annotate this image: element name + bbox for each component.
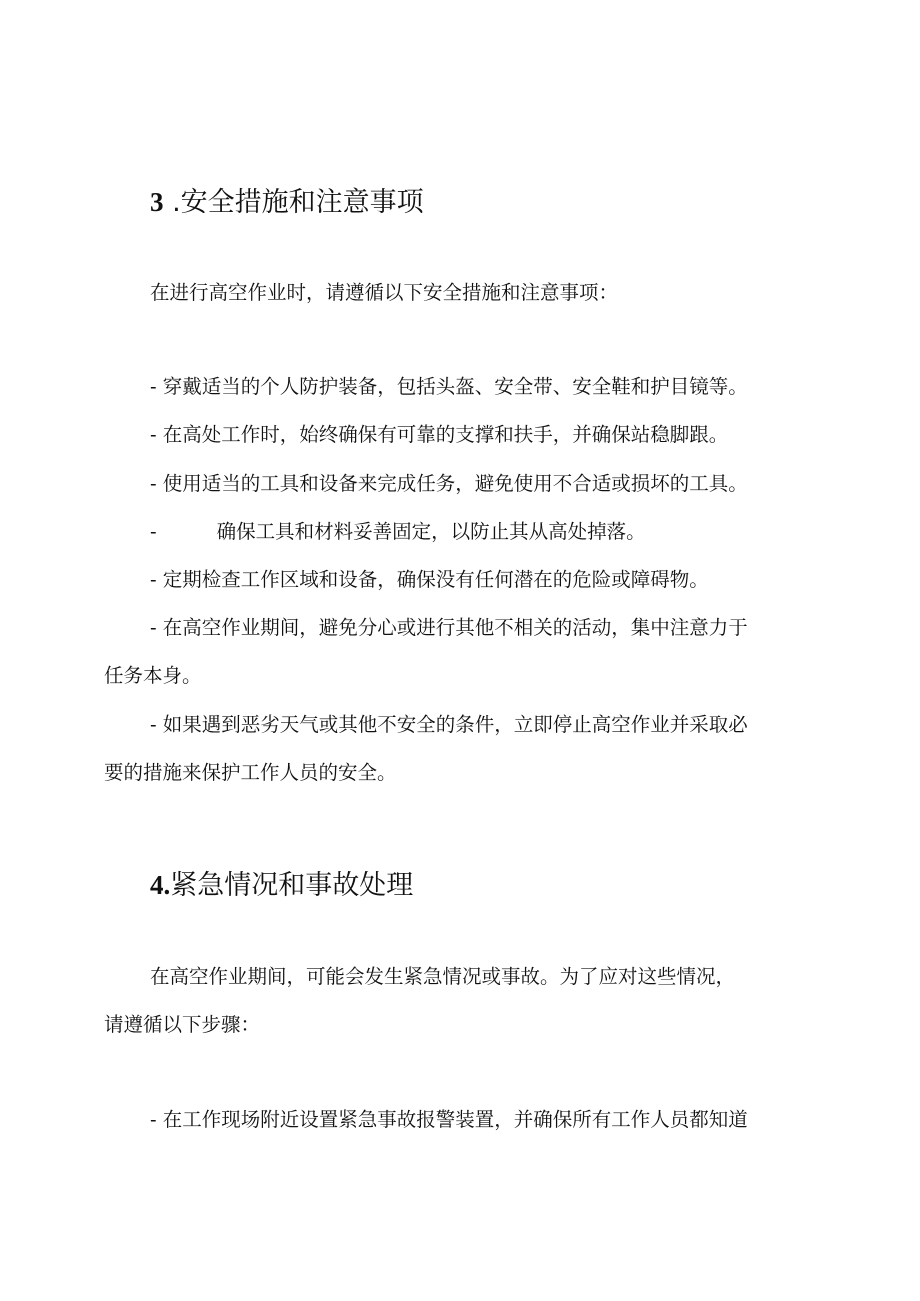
list-item: - 定期检查工作区域和设备，确保没有任何潜在的危险或障碍物。 xyxy=(150,568,709,591)
list-item: - 在工作现场附近设置紧急事故报警装置，并确保所有工作人员都知道 xyxy=(150,1108,748,1131)
section-4-intro: 在高空作业期间，可能会发生紧急情况或事故。为了应对这些情况， xyxy=(150,965,736,988)
section-3-number: 3 xyxy=(150,187,164,217)
list-item-continuation: 任务本身。 xyxy=(104,664,202,687)
list-item-dash: - xyxy=(150,520,157,543)
list-item: - 在高处工作时，始终确保有可靠的支撑和扶手，并确保站稳脚跟。 xyxy=(150,423,729,446)
section-4-title: 紧急情况和事故处理 xyxy=(170,870,414,901)
list-item: - 使用适当的工具和设备来完成任务，避免使用不合适或损坏的工具。 xyxy=(150,472,748,495)
list-item-continuation: 要的措施来保护工作人员的安全。 xyxy=(104,761,397,784)
list-item xyxy=(150,522,646,542)
list-item: - 在高空作业期间，避免分心或进行其他不相关的活动，集中注意力于 xyxy=(150,616,748,639)
section-3-title: .安全措施和注意事项 xyxy=(163,187,424,218)
list-item: - 穿戴适当的个人防护装备，包括头盔、安全带、安全鞋和护目镜等。 xyxy=(150,375,748,398)
list-item: - 如果遇到恶劣天气或其他不安全的条件，立即停止高空作业并采取必 xyxy=(150,713,748,736)
list-item-text: 确保工具和材料妥善固定，以防止其从高处掉落。 xyxy=(216,520,646,543)
section-4-heading xyxy=(150,863,413,902)
section-3-intro: 在进行高空作业时，请遵循以下安全措施和注意事项： xyxy=(150,281,619,304)
section-4-number: 4. xyxy=(150,870,171,900)
section-3-heading xyxy=(150,180,424,219)
section-4-intro-continuation: 请遵循以下步骤： xyxy=(104,1013,261,1036)
